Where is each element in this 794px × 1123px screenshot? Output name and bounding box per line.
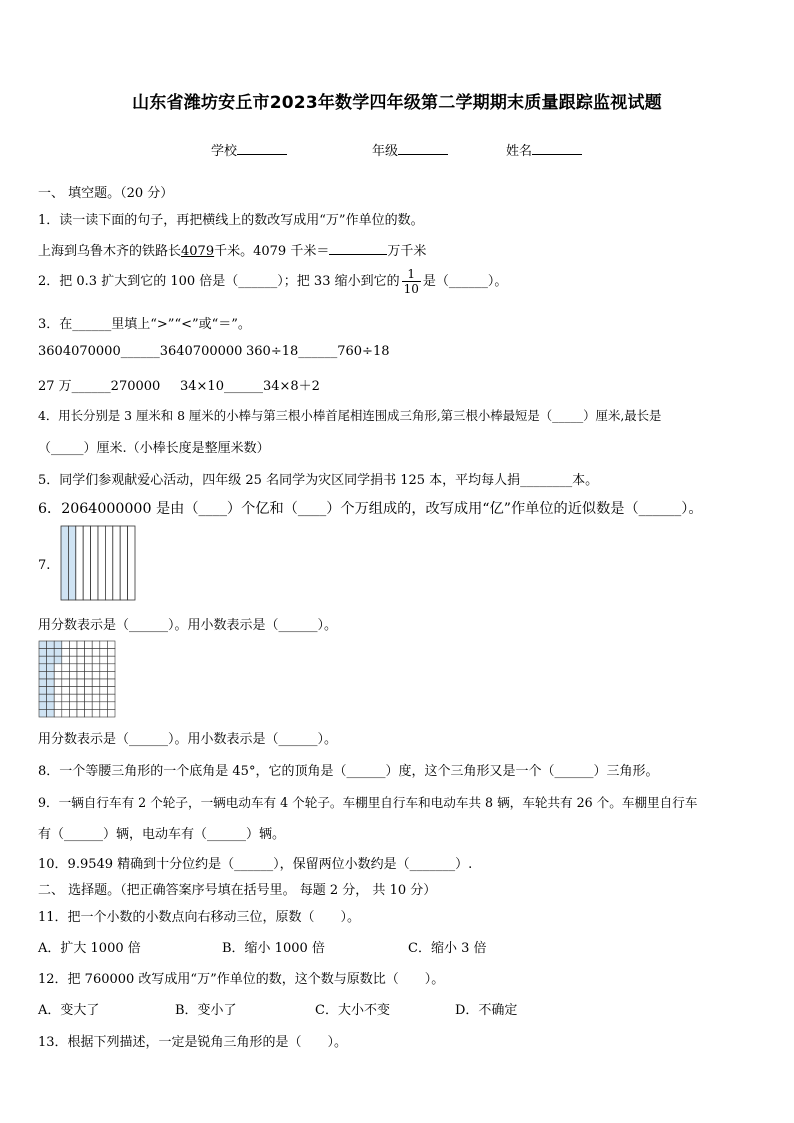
q1-text-a: 上海到乌鲁木齐的铁路长 bbox=[38, 244, 182, 259]
shaded-grid-cell bbox=[47, 664, 55, 672]
q2-text-a: 2．把 0.3 扩大到它的 100 倍是（______）；把 33 缩小到它的 bbox=[38, 274, 400, 289]
grid-cell bbox=[77, 709, 85, 717]
grid-cell bbox=[92, 649, 100, 657]
grid-cell bbox=[100, 656, 108, 664]
q12-option-d: D．不确定 bbox=[455, 1003, 518, 1018]
shaded-grid-cell bbox=[39, 702, 47, 710]
strip bbox=[83, 526, 90, 600]
strip bbox=[98, 526, 105, 600]
shaded-grid-cell bbox=[54, 656, 62, 664]
name-field bbox=[506, 140, 582, 159]
shaded-grid-cell bbox=[47, 702, 55, 710]
shaded-grid-cell bbox=[47, 641, 55, 649]
grid-cell bbox=[92, 709, 100, 717]
grid-cell bbox=[69, 664, 77, 672]
q7-grid-figure bbox=[38, 640, 116, 718]
shaded-strip bbox=[61, 526, 68, 600]
grade-label: 年级 bbox=[372, 144, 399, 159]
shaded-grid-cell bbox=[47, 671, 55, 679]
q7-line1: 用分数表示是（______）。用小数表示是（______）。 bbox=[38, 618, 338, 633]
grid-cell bbox=[107, 656, 115, 664]
grid-cell bbox=[69, 687, 77, 695]
strip bbox=[76, 526, 83, 600]
grid-cell bbox=[69, 679, 77, 687]
grid-cell bbox=[85, 649, 93, 657]
grid-cell bbox=[100, 709, 108, 717]
strip bbox=[91, 526, 98, 600]
q3-line1: 3．在______里填上“>”“<”或“＝”。 bbox=[38, 317, 251, 332]
grid-cell bbox=[92, 687, 100, 695]
shaded-grid-cell bbox=[39, 687, 47, 695]
grid-cell bbox=[85, 694, 93, 702]
q12-line: 12．把 760000 改写成用“万”作单位的数，这个数与原数比（ ）。 bbox=[38, 972, 445, 987]
grid-cell bbox=[92, 656, 100, 664]
grid-cell bbox=[107, 687, 115, 695]
grid-cell bbox=[92, 694, 100, 702]
q9-line2: 有（______）辆，电动车有（______）辆。 bbox=[38, 827, 286, 842]
shaded-grid-cell bbox=[54, 641, 62, 649]
strip bbox=[120, 526, 127, 600]
school-field bbox=[211, 140, 287, 159]
shaded-grid-cell bbox=[47, 687, 55, 695]
q5-line: 5．同学们参观献爱心活动，四年级 25 名同学为灾区同学捐书 125 本，平均每人捐________本。 bbox=[38, 473, 599, 488]
grid-cell bbox=[100, 702, 108, 710]
shaded-grid-cell bbox=[39, 671, 47, 679]
grid-cell bbox=[107, 709, 115, 717]
grid-cell bbox=[100, 671, 108, 679]
q12-option-c: C．大小不变 bbox=[315, 1003, 390, 1018]
grid-cell bbox=[107, 679, 115, 687]
grid-cell bbox=[77, 656, 85, 664]
grid-cell bbox=[100, 664, 108, 672]
section-choice-heading: 二、 选择题。（把正确答案序号填在括号里。 每题 2 分， 共 10 分） bbox=[38, 883, 437, 898]
q1-text-c: 万千米 bbox=[387, 244, 427, 259]
q6-line: 6．2064000000 是由（____）个亿和（____）个万组成的，改写成用“亿”作单位的近似数是（______）。 bbox=[38, 501, 703, 517]
grid-cell bbox=[54, 671, 62, 679]
shaded-grid-cell bbox=[39, 679, 47, 687]
q4-line2: （_____）厘米.（小棒长度是整厘米数） bbox=[38, 441, 270, 456]
grid-cell bbox=[69, 649, 77, 657]
grid-cell bbox=[54, 679, 62, 687]
grid-cell bbox=[77, 694, 85, 702]
grid-cell bbox=[77, 679, 85, 687]
q2-text-b: 是（______）。 bbox=[422, 274, 508, 289]
grid-cell bbox=[92, 641, 100, 649]
q9-line1: 9．一辆自行车有 2 个轮子，一辆电动车有 4 个轮子。车棚里自行车和电动车共 8 辆，车轮共有 26 个。车棚里自行车 bbox=[38, 795, 698, 810]
q8-line: 8．一个等腰三角形的一个底角是 45°，它的顶角是（______）度，这个三角形又是一个（______）三角形。 bbox=[38, 764, 659, 779]
school-label: 学校 bbox=[211, 144, 238, 159]
grid-cell bbox=[100, 687, 108, 695]
grid-cell bbox=[62, 702, 70, 710]
grid-cell bbox=[62, 641, 70, 649]
grid-cell bbox=[107, 702, 115, 710]
grid-cell bbox=[62, 679, 70, 687]
shaded-grid-cell bbox=[54, 649, 62, 657]
q2-line bbox=[38, 267, 507, 296]
grid-cell bbox=[107, 671, 115, 679]
grid-cell bbox=[77, 671, 85, 679]
q2-fraction bbox=[402, 267, 421, 296]
grid-cell bbox=[62, 664, 70, 672]
grid-cell bbox=[92, 702, 100, 710]
grid-cell bbox=[77, 687, 85, 695]
grid-cell bbox=[85, 702, 93, 710]
q10-line: 10．9.9549 精确到十分位约是（______），保留两位小数约是（_______）. bbox=[38, 857, 473, 872]
q3-line2b: 360÷18______760÷18 bbox=[246, 344, 390, 359]
grid-cell bbox=[77, 702, 85, 710]
grid-cell bbox=[69, 641, 77, 649]
grid-cell bbox=[85, 671, 93, 679]
shaded-grid-cell bbox=[39, 694, 47, 702]
q2-fraction-numerator: 1 bbox=[402, 267, 421, 282]
grid-cell bbox=[100, 649, 108, 657]
q1-blank bbox=[329, 242, 387, 255]
grid-cell bbox=[100, 679, 108, 687]
q11-line: 11．把一个小数的小数点向右移动三位，原数（ ）。 bbox=[38, 910, 361, 925]
grid-cell bbox=[85, 664, 93, 672]
grid-cell bbox=[100, 641, 108, 649]
grid-cell bbox=[107, 694, 115, 702]
shaded-grid-cell bbox=[47, 709, 55, 717]
q1-text-b: 千米。4079 千米＝ bbox=[214, 244, 330, 259]
shaded-grid-cell bbox=[47, 679, 55, 687]
grid-cell bbox=[85, 656, 93, 664]
grid-cell bbox=[54, 664, 62, 672]
q1-underlined-number: 4079 bbox=[181, 244, 215, 259]
q2-fraction-denominator: 10 bbox=[403, 282, 419, 296]
grid-cell bbox=[62, 649, 70, 657]
grid-cell bbox=[62, 671, 70, 679]
shaded-grid-cell bbox=[39, 664, 47, 672]
grid-cell bbox=[77, 641, 85, 649]
grid-cell bbox=[69, 709, 77, 717]
name-label: 姓名 bbox=[506, 144, 533, 159]
shaded-grid-cell bbox=[39, 656, 47, 664]
grid-cell bbox=[92, 671, 100, 679]
q11-option-a: A．扩大 1000 倍 bbox=[38, 941, 141, 956]
grid-cell bbox=[92, 679, 100, 687]
grid-cell bbox=[92, 664, 100, 672]
q11-option-b: B．缩小 1000 倍 bbox=[222, 941, 325, 956]
strip bbox=[105, 526, 112, 600]
grid-cell bbox=[100, 694, 108, 702]
grid-cell bbox=[107, 664, 115, 672]
grade-blank bbox=[398, 142, 448, 155]
grid-cell bbox=[69, 694, 77, 702]
shaded-strip bbox=[68, 526, 75, 600]
strip bbox=[128, 526, 135, 600]
grid-cell bbox=[62, 687, 70, 695]
strip bbox=[113, 526, 120, 600]
q3-line2a: 3604070000______3640700000 bbox=[38, 344, 243, 359]
q7-strip-figure bbox=[60, 525, 136, 601]
q12-option-a: A．变大了 bbox=[38, 1003, 100, 1018]
q3-line3a: 27 万______270000 bbox=[38, 379, 161, 394]
q1-line2 bbox=[38, 240, 426, 259]
page-title: 山东省潍坊安丘市2023年数学四年级第二学期期末质量跟踪监视试题 bbox=[132, 93, 662, 113]
grid-cell bbox=[85, 641, 93, 649]
grid-cell bbox=[54, 702, 62, 710]
q1-line1: 1．读一读下面的句子，再把横线上的数改写成用“万”作单位的数。 bbox=[38, 213, 424, 228]
grid-cell bbox=[85, 709, 93, 717]
grid-cell bbox=[54, 687, 62, 695]
q3-line3b: 34×10______34×8＋2 bbox=[180, 379, 320, 394]
shaded-grid-cell bbox=[39, 649, 47, 657]
school-blank bbox=[237, 142, 287, 155]
grid-cell bbox=[107, 641, 115, 649]
grid-cell bbox=[77, 664, 85, 672]
section-fill-blank-heading: 一、 填空题。（20 分） bbox=[38, 186, 174, 201]
grid-cell bbox=[107, 649, 115, 657]
q7-number: 7. bbox=[38, 558, 51, 573]
shaded-grid-cell bbox=[47, 649, 55, 657]
grid-cell bbox=[77, 649, 85, 657]
grid-cell bbox=[85, 679, 93, 687]
grid-cell bbox=[69, 671, 77, 679]
grid-cell bbox=[62, 709, 70, 717]
grid-cell bbox=[54, 694, 62, 702]
grid-cell bbox=[69, 656, 77, 664]
grid-cell bbox=[62, 656, 70, 664]
shaded-grid-cell bbox=[47, 694, 55, 702]
shaded-grid-cell bbox=[39, 709, 47, 717]
shaded-grid-cell bbox=[47, 656, 55, 664]
q12-option-b: B．变小了 bbox=[175, 1003, 237, 1018]
name-blank bbox=[532, 142, 582, 155]
q7-line2: 用分数表示是（______）。用小数表示是（______）。 bbox=[38, 732, 338, 747]
grade-field bbox=[372, 140, 448, 159]
grid-cell bbox=[62, 694, 70, 702]
grid-cell bbox=[54, 709, 62, 717]
q13-line: 13．根据下列描述，一定是锐角三角形的是（ ）。 bbox=[38, 1035, 348, 1050]
q11-option-c: C．缩小 3 倍 bbox=[408, 941, 487, 956]
q4-line1: 4．用长分别是 3 厘米和 8 厘米的小棒与第三根小棒首尾相连围成三角形,第三根小棒最短是（_____）厘米,最长是 bbox=[38, 408, 662, 423]
grid-cell bbox=[85, 687, 93, 695]
shaded-grid-cell bbox=[39, 641, 47, 649]
grid-cell bbox=[69, 702, 77, 710]
